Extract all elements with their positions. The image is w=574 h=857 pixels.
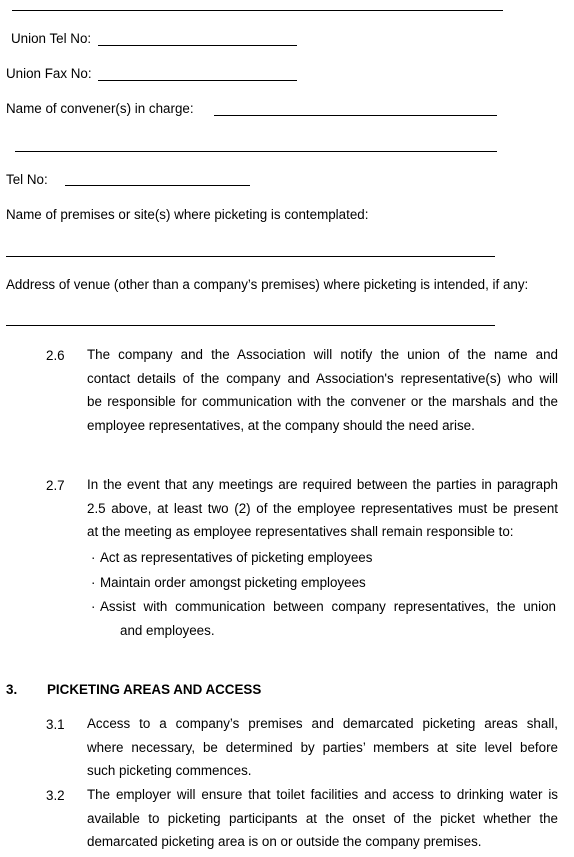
address-blank bbox=[6, 325, 495, 326]
clause-2-6-line: be responsible for communication with the convener or the marshals and the bbox=[87, 394, 558, 410]
clause-2-6-number: 2.6 bbox=[46, 348, 65, 363]
bullet-text: Act as representatives of picketing employees bbox=[100, 550, 373, 565]
address-label: Address of venue (other than a company’s premises) where picketing is intended, if any: bbox=[6, 277, 529, 292]
clause-2-7-line: 2.5 above, at least two (2) of the employee representatives must be present bbox=[87, 500, 558, 516]
section-3-title: PICKETING AREAS AND ACCESS bbox=[47, 682, 262, 697]
clause-3-1-text bbox=[87, 712, 558, 783]
clause-3-1-line: Access to a company’s premises and demarcated picketing areas shall, bbox=[87, 716, 558, 731]
clause-2-7-line: In the event that any meetings are required between the parties in paragraph bbox=[87, 477, 558, 492]
clause-2-6-line: contact details of the company and Association's representative(s) who will bbox=[87, 370, 558, 386]
clause-3-2-line: demarcated picketing area is on or outside the company premises. bbox=[87, 834, 482, 850]
bullet-text: Assist with communication between company representatives, the union bbox=[100, 599, 556, 614]
clause-2-6-line: employee representatives, at the company should the need arise. bbox=[87, 417, 475, 433]
premises-label: Name of premises or site(s) where picketing is contemplated: bbox=[6, 207, 369, 222]
tel-label: Tel No: bbox=[6, 172, 48, 187]
convener-blank bbox=[214, 115, 497, 116]
clause-3-1-line: such picketing commences. bbox=[87, 763, 252, 779]
union-tel-blank bbox=[98, 45, 297, 46]
clause-2-6-line: The company and the Association will notify the union of the name and bbox=[87, 347, 558, 362]
clause-3-2-line: available to picketing participants at the onset of the picket whether the bbox=[87, 810, 558, 826]
bullet-mark: · bbox=[91, 550, 96, 565]
clause-3-2-line: The employer will ensure that toilet facilities and access to drinking water is bbox=[87, 787, 558, 802]
convener-label: Name of convener(s) in charge: bbox=[6, 101, 194, 116]
section-3-number: 3. bbox=[6, 682, 18, 697]
clause-3-2-text bbox=[87, 783, 558, 854]
top-blank-line bbox=[12, 10, 503, 11]
clause-3-1-number: 3.1 bbox=[46, 717, 65, 732]
clause-2-7-text bbox=[87, 473, 558, 544]
bullet-item bbox=[91, 575, 366, 590]
clause-2-6-text bbox=[87, 343, 558, 437]
bullet-text: Maintain order amongst picketing employees bbox=[100, 575, 366, 590]
convener-blank-2 bbox=[15, 151, 497, 152]
tel-blank bbox=[65, 185, 250, 186]
bullet-mark: · bbox=[91, 599, 96, 614]
premises-blank bbox=[6, 256, 495, 257]
clause-2-7-number: 2.7 bbox=[46, 478, 65, 493]
clause-2-7-line: at the meeting as employee representatives shall remain responsible to: bbox=[87, 524, 514, 540]
bullet-item bbox=[91, 550, 372, 565]
clause-3-1-line: where necessary, be determined by parties’ members at site level before bbox=[87, 739, 558, 755]
bullet-mark: · bbox=[91, 575, 96, 590]
union-fax-label: Union Fax No: bbox=[6, 66, 92, 81]
clause-3-2-number: 3.2 bbox=[46, 788, 65, 803]
union-tel-label: Union Tel No: bbox=[11, 31, 92, 46]
union-fax-blank bbox=[98, 80, 297, 81]
bullet-continuation: and employees. bbox=[120, 623, 215, 638]
bullet-item bbox=[91, 599, 558, 614]
